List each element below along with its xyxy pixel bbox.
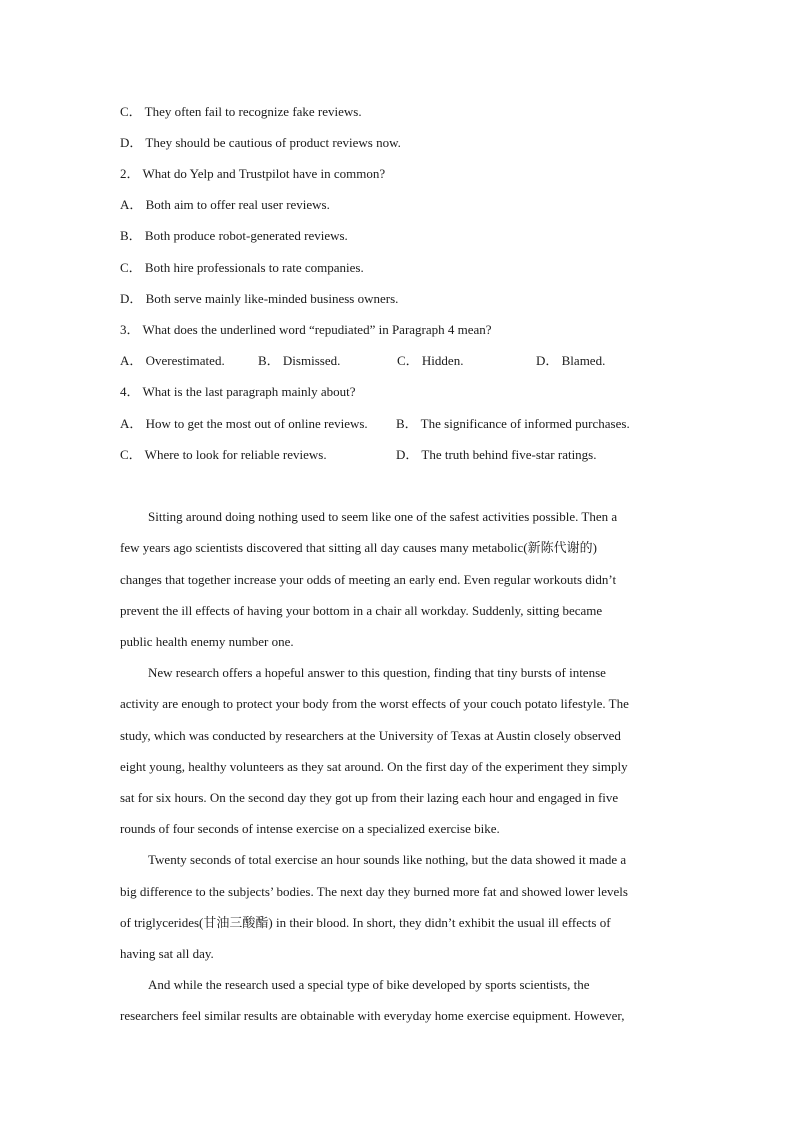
passage-p2-line3: study, which was conducted by researchers at the University of Texas at Austin closely observed	[120, 728, 621, 743]
passage-p1-line4: prevent the ill effects of having your bottom in a chair all workday. Suddenly, sitting became	[120, 603, 603, 618]
q1-option-d: D． They should be cautious of product reviews now.	[120, 135, 401, 150]
q4-option-d: D． The truth behind five-star ratings.	[396, 447, 597, 462]
q3-option-a: A． Overestimated.	[120, 353, 225, 368]
passage-p4-line2: researchers feel similar results are obtainable with everyday home exercise equipment. However,	[120, 1008, 625, 1023]
q2-option-d: D． Both serve mainly like-minded business owners.	[120, 291, 399, 306]
q2-option-c: C． Both hire professionals to rate companies.	[120, 260, 364, 275]
passage-p3-line4: having sat all day.	[120, 946, 214, 961]
passage-p3-line1: Twenty seconds of total exercise an hour sounds like nothing, but the data showed it made a	[148, 852, 627, 867]
q3-options	[120, 353, 680, 369]
passage-p2-line2: activity are enough to protect your body from the worst effects of your couch potato lifestyle. The	[120, 696, 629, 711]
passage-p3-line2: big difference to the subjects’ bodies. The next day they burned more fat and showed lower levels	[120, 884, 628, 899]
passage-p3-line3: of triglycerides(甘油三酸酯) in their blood. In short, they didn’t exhibit the usual ill effects of	[120, 915, 611, 930]
q3-option-d: D． Blamed.	[536, 353, 606, 368]
q3-option-c: C． Hidden.	[397, 353, 464, 368]
passage-p2-line1: New research offers a hopeful answer to this question, finding that tiny bursts of intense	[148, 665, 606, 680]
q4-option-c: C． Where to look for reliable reviews.	[120, 447, 327, 462]
q3-option-b: B． Dismissed.	[258, 353, 341, 368]
q4-option-b: B． The significance of informed purchases.	[396, 416, 630, 431]
q3-stem: 3． What does the underlined word “repudiated” in Paragraph 4 mean?	[120, 322, 492, 337]
q2-stem: 2． What do Yelp and Trustpilot have in common?	[120, 166, 386, 181]
passage-p2-line6: rounds of four seconds of intense exercise on a specialized exercise bike.	[120, 821, 500, 836]
q2-option-b: B． Both produce robot-generated reviews.	[120, 228, 348, 243]
passage-p1-line3: changes that together increase your odds of meeting an early end. Even regular workouts didn’t	[120, 572, 617, 587]
q1-option-c: C． They often fail to recognize fake reviews.	[120, 104, 362, 119]
q4-options-row1	[120, 416, 680, 432]
passage-p4-line1: And while the research used a special type of bike developed by sports scientists, the	[148, 977, 590, 992]
passage-p1-line1: Sitting around doing nothing used to seem like one of the safest activities possible. Then a	[148, 509, 618, 524]
q2-option-a: A． Both aim to offer real user reviews.	[120, 197, 330, 212]
passage-p1-line2: few years ago scientists discovered that sitting all day causes many metabolic(新陈代谢的)	[120, 540, 597, 555]
q4-stem: 4． What is the last paragraph mainly about?	[120, 384, 356, 399]
passage-p2-line5: sat for six hours. On the second day they got up from their lazing each hour and engaged in five	[120, 790, 619, 805]
passage-p2-line4: eight young, healthy volunteers as they sat around. On the first day of the experiment they simply	[120, 759, 628, 774]
q4-options-row2	[120, 447, 680, 463]
passage-p1-line5: public health enemy number one.	[120, 634, 294, 649]
q4-option-a: A． How to get the most out of online reviews.	[120, 416, 368, 431]
